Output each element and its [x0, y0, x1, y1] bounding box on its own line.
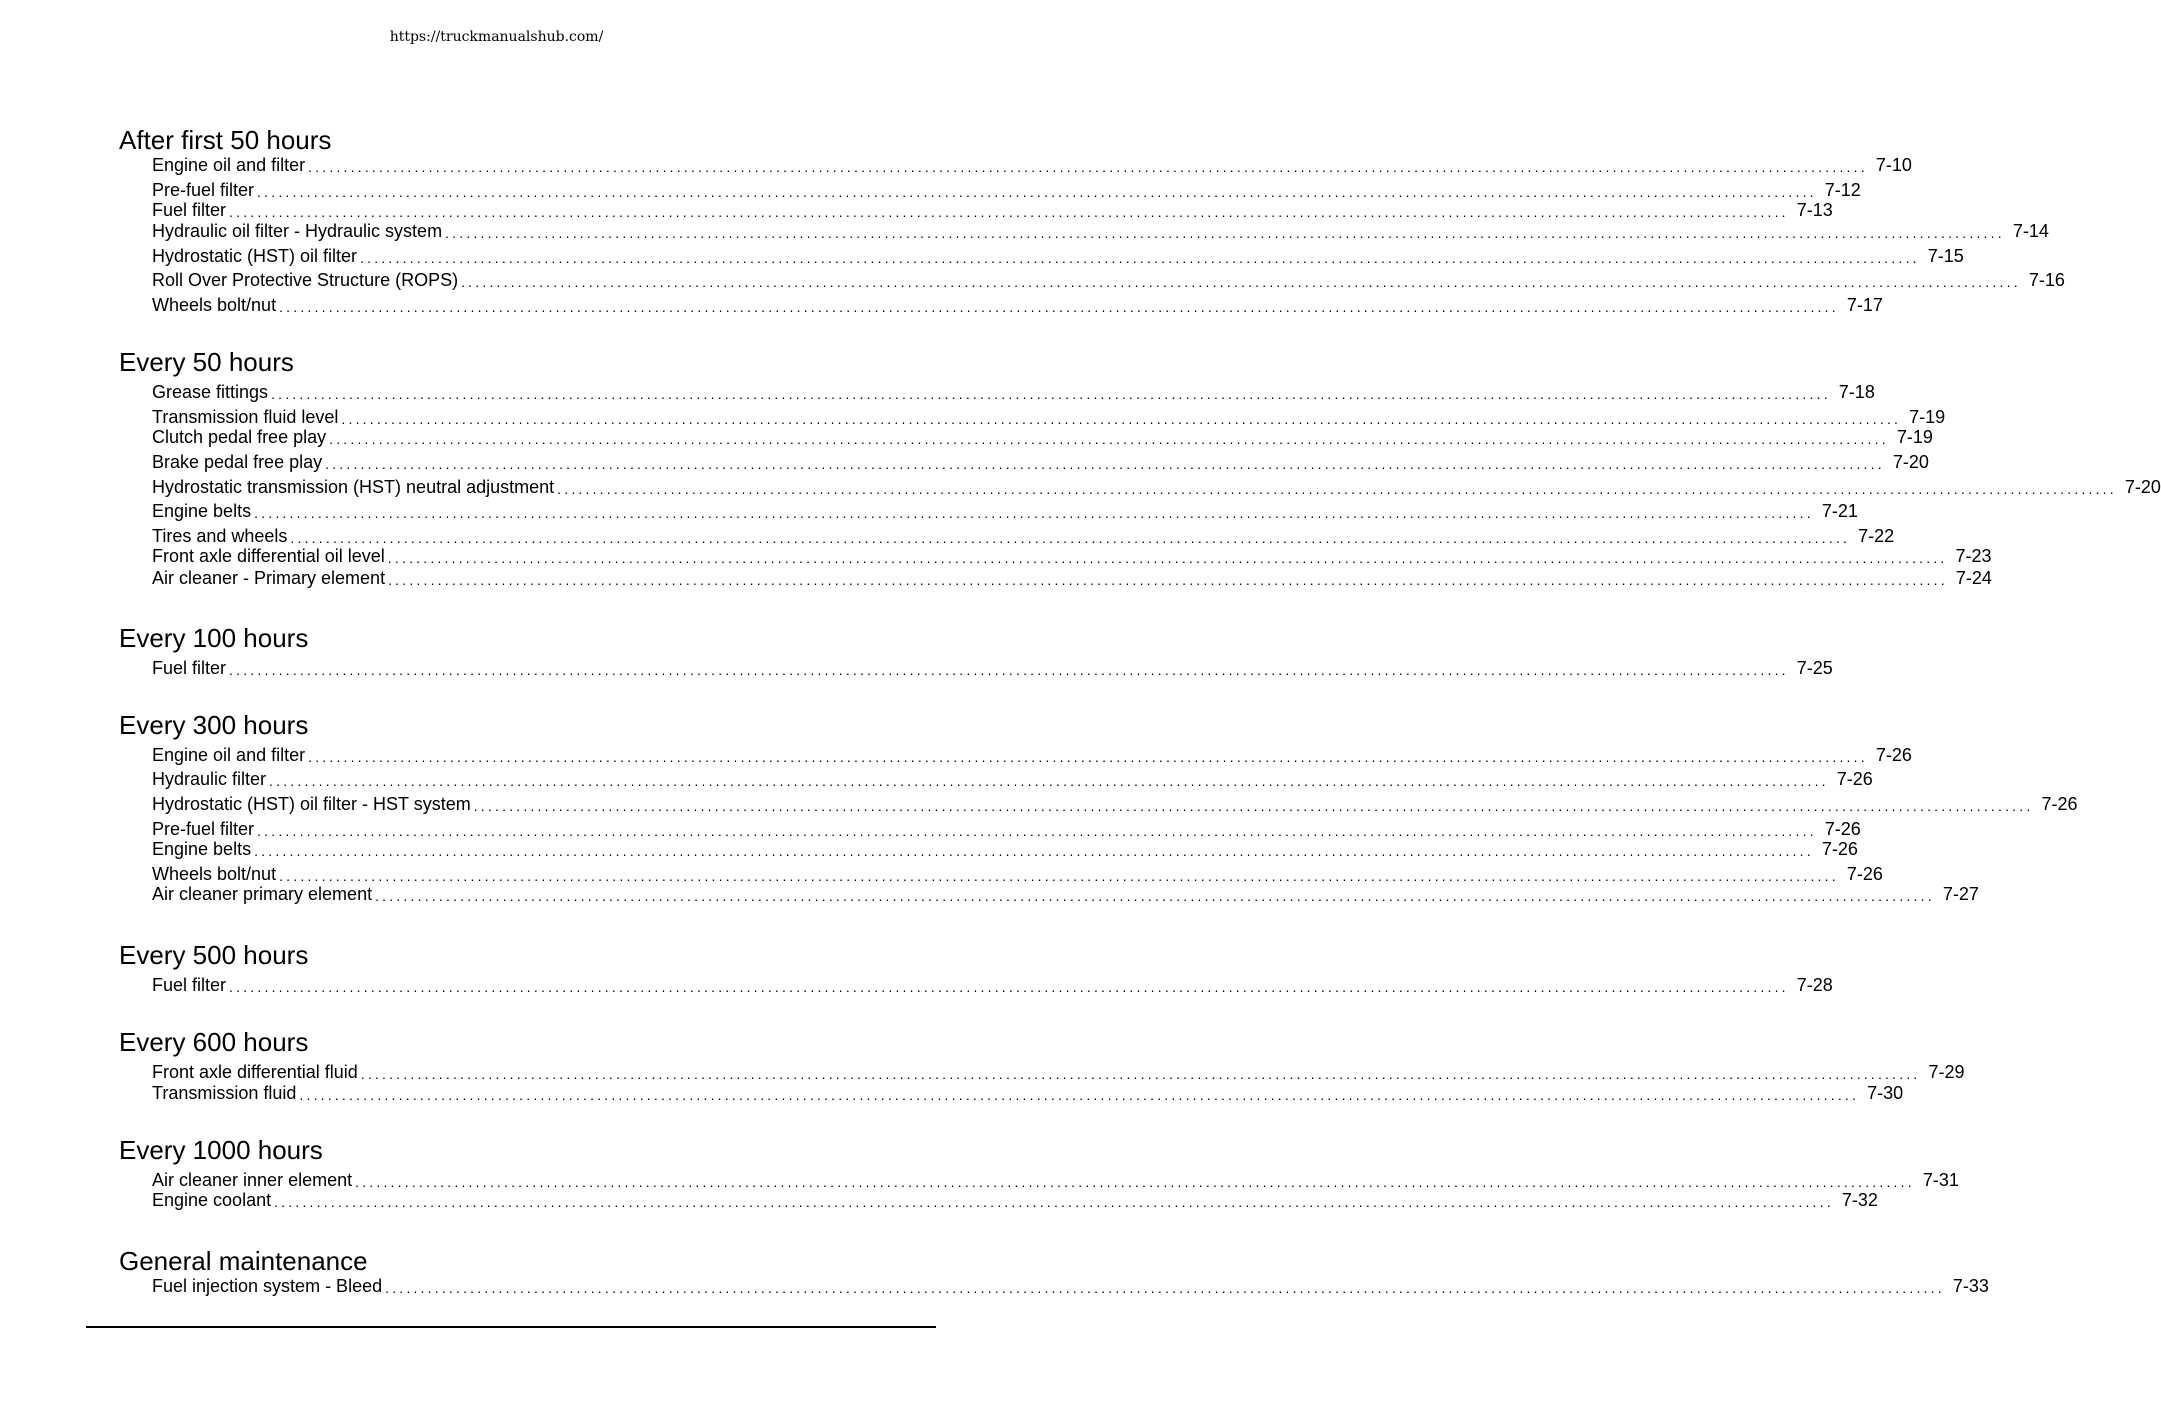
toc-entry[interactable] [152, 382, 1875, 403]
dot-leader: ............................................................................................................................................................................................................................ [360, 250, 1920, 266]
toc-entry-page-number: 7-31 [1922, 1170, 1959, 1190]
toc-entry-page-number: 7-27 [1942, 884, 1979, 904]
dot-leader: ............................................................................................................................................................................................................................ [290, 530, 1851, 546]
dot-leader: ............................................................................................................................................................................................................................ [385, 1280, 1945, 1296]
dot-leader: ............................................................................................................................................................................................................................ [271, 386, 1831, 402]
toc-entry[interactable] [152, 427, 1933, 448]
toc-entry-label: Fuel filter [152, 975, 227, 995]
toc-entry-page-number: 7-10 [1875, 155, 1912, 175]
toc-entry-page-number: 7-12 [1824, 180, 1861, 200]
toc-entry-page-number: 7-32 [1841, 1190, 1878, 1210]
toc-entry-label: Hydrostatic transmission (HST) neutral adjustment [152, 477, 555, 497]
toc-entry[interactable] [152, 769, 1873, 790]
toc-entry[interactable] [152, 1276, 1989, 1297]
dot-leader: ............................................................................................................................................................................................................................ [325, 456, 1885, 472]
toc-entry-label: Clutch pedal free play [152, 427, 327, 447]
toc-entry-label: Engine belts [152, 501, 252, 521]
toc-entry[interactable] [152, 1062, 1965, 1083]
toc-entry[interactable] [152, 884, 1979, 905]
toc-entry-page-number: 7-19 [1896, 427, 1933, 447]
section-title: After first 50 hours [119, 125, 332, 155]
dot-leader: ............................................................................................................................................................................................................................ [229, 979, 1789, 995]
dot-leader: ............................................................................................................................................................................................................................ [375, 888, 1935, 904]
toc-entry-label: Air cleaner primary element [152, 884, 373, 904]
toc-entry[interactable] [152, 1083, 1904, 1104]
toc-entry[interactable] [152, 658, 1833, 679]
toc-entry-page-number: 7-26 [1836, 769, 1873, 789]
toc-entry-label: Fuel injection system - Bleed [152, 1276, 383, 1296]
toc-entry-label: Engine oil and filter [152, 745, 306, 765]
toc-entry-page-number: 7-22 [1858, 526, 1895, 546]
section-title: General maintenance [119, 1246, 368, 1276]
toc-entry[interactable] [152, 1170, 1959, 1191]
toc-entry-label: Front axle differential fluid [152, 1062, 358, 1082]
toc-entry-label: Pre-fuel filter [152, 180, 255, 200]
toc-entry-page-number: 7-29 [1928, 1062, 1965, 1082]
toc-entry-page-number: 7-26 [1821, 839, 1858, 859]
toc-entry-page-number: 7-21 [1821, 501, 1858, 521]
dot-leader: ............................................................................................................................................................................................................................ [355, 1174, 1915, 1190]
toc-entry-label: Wheels bolt/nut [152, 864, 277, 884]
toc-entry-label: Pre-fuel filter [152, 819, 255, 839]
toc-entry-label: Tires and wheels [152, 526, 288, 546]
toc-entry[interactable] [152, 501, 1858, 522]
dot-leader: ............................................................................................................................................................................................................................ [557, 481, 2117, 497]
toc-entry-label: Air cleaner - Primary element [152, 568, 386, 588]
toc-entry[interactable] [152, 975, 1833, 996]
toc-entry-label: Wheels bolt/nut [152, 295, 277, 315]
toc-entry-label: Air cleaner inner element [152, 1170, 353, 1190]
toc-entry-page-number: 7-25 [1796, 658, 1833, 678]
dot-leader: ............................................................................................................................................................................................................................ [329, 431, 1889, 447]
toc-entry-page-number: 7-20 [1892, 452, 1929, 472]
toc-entry-label: Grease fittings [152, 382, 269, 402]
toc-entry-page-number: 7-26 [1824, 819, 1861, 839]
toc-entry-page-number: 7-13 [1796, 200, 1833, 220]
footer-divider [86, 1326, 936, 1328]
toc-entry-label: Hydraulic oil filter - Hydraulic system [152, 221, 443, 241]
toc-entry-label: Fuel filter [152, 200, 227, 220]
toc-entry-label: Hydrostatic (HST) oil filter - HST system [152, 794, 471, 814]
toc-entry-page-number: 7-14 [2012, 221, 2049, 241]
toc-entry[interactable] [152, 546, 1992, 567]
toc-entry[interactable] [152, 839, 1858, 860]
toc-entry-label: Fuel filter [152, 658, 227, 678]
toc-entry[interactable] [152, 745, 1912, 766]
toc-entry[interactable] [152, 794, 2078, 815]
toc-entry[interactable] [152, 1190, 1878, 1211]
dot-leader: ............................................................................................................................................................................................................................ [257, 184, 1817, 200]
toc-entry-page-number: 7-15 [1927, 246, 1964, 266]
dot-leader: ............................................................................................................................................................................................................................ [274, 1194, 1834, 1210]
toc-entry-page-number: 7-16 [2028, 270, 2065, 290]
toc-entry[interactable] [152, 864, 1883, 885]
toc-entry[interactable] [152, 200, 1833, 221]
toc-entry-label: Brake pedal free play [152, 452, 323, 472]
toc-entry-label: Front axle differential oil level [152, 546, 385, 566]
toc-entry-label: Roll Over Protective Structure (ROPS) [152, 270, 459, 290]
dot-leader: ............................................................................................................................................................................................................................ [279, 299, 1839, 315]
dot-leader: ............................................................................................................................................................................................................................ [299, 1087, 1860, 1103]
dot-leader: ............................................................................................................................................................................................................................ [229, 204, 1789, 220]
toc-entry-page-number: 7-17 [1846, 295, 1883, 315]
toc-entry[interactable] [152, 477, 2161, 498]
dot-leader: ............................................................................................................................................................................................................................ [388, 572, 1948, 588]
dot-leader: ............................................................................................................................................................................................................................ [445, 225, 2005, 241]
toc-entry-page-number: 7-19 [1909, 407, 1946, 427]
dot-leader: ............................................................................................................................................................................................................................ [341, 411, 1902, 427]
toc-entry[interactable] [152, 819, 1861, 840]
dot-leader: ............................................................................................................................................................................................................................ [254, 505, 1814, 521]
dot-leader: ............................................................................................................................................................................................................................ [279, 868, 1839, 884]
toc-entry-page-number: 7-18 [1838, 382, 1875, 402]
toc-entry-label: Engine oil and filter [152, 155, 306, 175]
dot-leader: ............................................................................................................................................................................................................................ [308, 749, 1868, 765]
toc-entry[interactable] [152, 221, 2049, 242]
dot-leader: ............................................................................................................................................................................................................................ [387, 550, 1948, 566]
dot-leader: ............................................................................................................................................................................................................................ [269, 773, 1829, 789]
dot-leader: ............................................................................................................................................................................................................................ [229, 662, 1789, 678]
toc-entry-page-number: 7-26 [2041, 794, 2078, 814]
section-title: Every 600 hours [119, 1027, 309, 1057]
source-url: https://truckmanualshub.com/ [389, 29, 604, 45]
section-title: Every 100 hours [119, 623, 309, 653]
toc-entry[interactable] [152, 270, 2065, 291]
dot-leader: ............................................................................................................................................................................................................................ [473, 798, 2034, 814]
toc-entry[interactable] [152, 180, 1861, 201]
section-title: Every 500 hours [119, 940, 309, 970]
toc-entry-label: Hydraulic filter [152, 769, 267, 789]
dot-leader: ............................................................................................................................................................................................................................ [254, 843, 1814, 859]
dot-leader: ............................................................................................................................................................................................................................ [360, 1066, 1921, 1082]
toc-entry-label: Hydrostatic (HST) oil filter [152, 246, 358, 266]
toc-entry-label: Transmission fluid [152, 1083, 297, 1103]
dot-leader: ............................................................................................................................................................................................................................ [257, 823, 1817, 839]
toc-entry-label: Engine coolant [152, 1190, 272, 1210]
section-title: Every 1000 hours [119, 1135, 323, 1165]
section-title: Every 300 hours [119, 710, 309, 740]
toc-entry-page-number: 7-30 [1867, 1083, 1904, 1103]
toc-entry-page-number: 7-23 [1955, 546, 1992, 566]
dot-leader: ............................................................................................................................................................................................................................ [308, 159, 1868, 175]
toc-entry[interactable] [152, 526, 1895, 547]
toc-entry[interactable] [152, 155, 1912, 176]
toc-entry[interactable] [152, 568, 1992, 589]
toc-entry[interactable] [152, 452, 1929, 473]
dot-leader: ............................................................................................................................................................................................................................ [461, 274, 2021, 290]
toc-entry-page-number: 7-26 [1875, 745, 1912, 765]
toc-entry-page-number: 7-24 [1955, 568, 1992, 588]
toc-entry-page-number: 7-26 [1846, 864, 1883, 884]
toc-entry[interactable] [152, 407, 1946, 428]
toc-entry[interactable] [152, 295, 1883, 316]
toc-entry-label: Transmission fluid level [152, 407, 339, 427]
section-title: Every 50 hours [119, 347, 294, 377]
toc-entry-page-number: 7-20 [2124, 477, 2161, 497]
toc-entry-page-number: 7-28 [1796, 975, 1833, 995]
toc-entry[interactable] [152, 246, 1964, 267]
toc-entry-page-number: 7-33 [1952, 1276, 1989, 1296]
toc-entry-label: Engine belts [152, 839, 252, 859]
